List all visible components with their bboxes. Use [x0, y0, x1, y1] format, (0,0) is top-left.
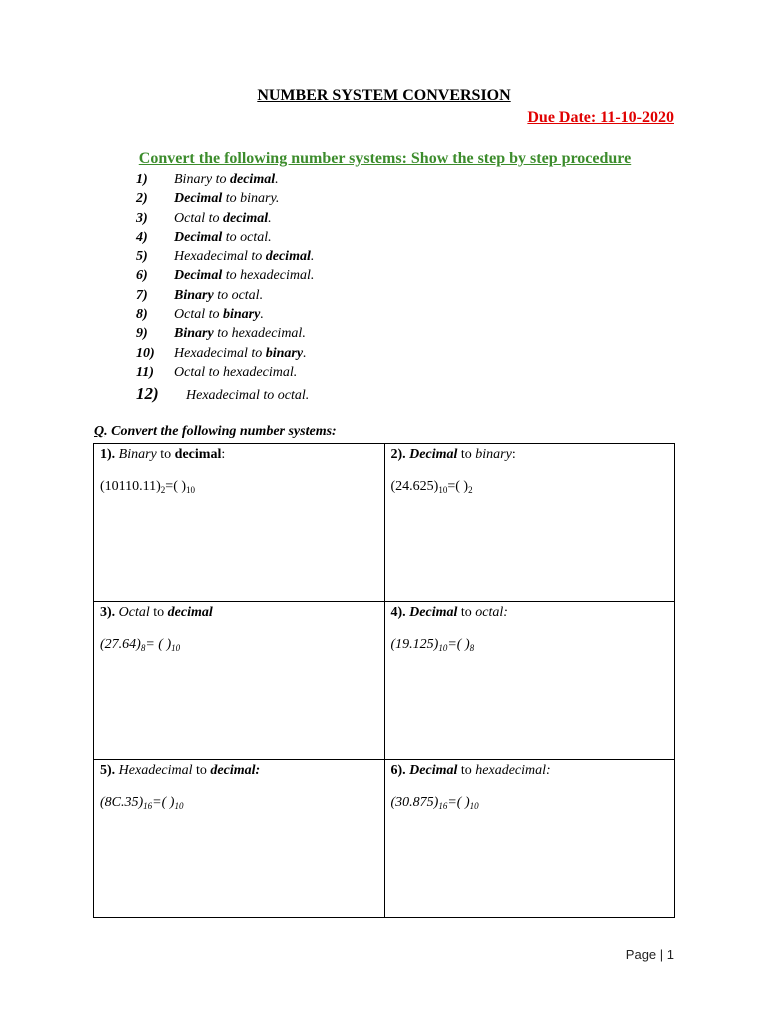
conversion-expression: $(24.625)_{10}=$( )$_2$ — [390, 479, 473, 495]
question-cell-5[interactable]: 5). Hexadecimal to decimal: $(8C.35)_{16}=$( )$_{10}$ — [94, 760, 385, 918]
cell-from: Decimal — [409, 447, 458, 462]
document-title: NUMBER SYSTEM CONVERSION — [257, 87, 511, 104]
task-bold: Binary — [174, 287, 214, 303]
question-heading — [94, 424, 337, 440]
cell-from: Hexadecimal — [118, 763, 193, 778]
task-text-end: . — [268, 210, 272, 226]
cell-target: decimal: — [210, 763, 261, 778]
list-item — [136, 384, 314, 405]
cell-target: decimal — [167, 605, 213, 620]
task-text-end: to hexadecimal. — [222, 268, 315, 284]
task-text: Octal to hexadecimal. — [174, 364, 298, 380]
list-item — [136, 363, 314, 382]
conversion-task-list — [136, 170, 314, 406]
cell-to-word: to — [457, 605, 476, 620]
task-number: 2) — [136, 191, 148, 207]
task-text: Octal to — [174, 210, 223, 226]
cell-to-word: to — [457, 447, 476, 462]
page-number: Page | 1 — [625, 947, 674, 962]
task-number: 12) — [136, 384, 159, 404]
question-cell-3[interactable]: 3). Octal to decimal $(27.64)_8=$ ( )$_{10}$ — [94, 602, 385, 760]
task-text-end: . — [303, 345, 307, 361]
task-text-end: . — [310, 249, 315, 265]
cell-from: Octal — [118, 605, 150, 620]
task-bold: Decimal — [174, 229, 223, 245]
task-text: Hexadecimal to — [174, 249, 266, 265]
task-number: 5) — [136, 249, 148, 265]
task-text: Hexadecimal to — [174, 345, 266, 361]
cell-to-word: to — [156, 447, 175, 462]
task-bold: Binary — [174, 326, 214, 342]
cell-colon: : — [221, 447, 226, 462]
task-bold: Decimal — [174, 268, 223, 284]
cell-to-word: to — [192, 763, 211, 778]
cell-target: decimal — [174, 447, 222, 462]
cell-target: octal: — [475, 605, 508, 620]
task-number: 7) — [136, 287, 148, 303]
task-number: 4) — [136, 229, 148, 245]
list-item — [136, 228, 314, 247]
list-item — [136, 324, 314, 343]
cell-number: 1) — [100, 447, 112, 462]
task-number: 11) — [136, 364, 154, 380]
task-number: 1) — [136, 172, 148, 187]
question-cell-1[interactable]: 1). Binary to decimal: $(10110.11)_2=$( )$_{10}$ — [94, 444, 385, 602]
question-cell-2[interactable]: 2). Decimal to binary: $(24.625)_{10}=$( )$_2$ — [384, 444, 675, 602]
due-date: Due Date: 11-10-2020 — [527, 109, 674, 126]
task-text-end: . — [260, 307, 264, 323]
task-bold: Decimal — [174, 191, 223, 207]
task-number: 3) — [136, 210, 148, 226]
list-item — [136, 189, 314, 208]
task-bold: decimal — [265, 249, 311, 265]
table-row — [94, 444, 675, 602]
conversion-expression: $(19.125)_{10}=$( )$_8$ — [390, 637, 475, 653]
task-text-end: to hexadecimal. — [213, 326, 306, 342]
task-number: 10) — [136, 345, 155, 361]
task-text-end: to octal. — [213, 287, 264, 303]
cell-target: binary — [475, 447, 512, 462]
cell-from: Decimal — [409, 605, 458, 620]
cell-target: hexadecimal: — [475, 763, 551, 778]
conversion-expression: $(27.64)_8=$ ( )$_{10}$ — [100, 637, 181, 653]
task-number: 8) — [136, 307, 148, 323]
list-item — [136, 209, 314, 228]
list-item — [136, 247, 314, 266]
task-text: Hexadecimal to octal. — [186, 388, 310, 404]
conversion-table — [93, 443, 675, 918]
cell-number: 2) — [390, 447, 403, 462]
conversion-expression: $(8C.35)_{16}=$( )$_{10}$ — [100, 795, 184, 811]
list-item — [136, 170, 314, 189]
list-item — [136, 344, 314, 363]
conversion-expression: $(10110.11)_2=$( )$_{10}$ — [100, 479, 196, 495]
list-item — [136, 266, 314, 285]
cell-from: Binary — [118, 447, 157, 462]
question-cell-4[interactable]: 4). Decimal to octal: $(19.125)_{10}=$( )$_8$ — [384, 602, 675, 760]
question-text: . Convert the following number systems: — [104, 424, 337, 439]
conversion-expression: $(30.875)_{16}=$( )$_{10}$ — [390, 795, 479, 811]
cell-from: Decimal — [409, 763, 458, 778]
task-text: Binary to — [174, 172, 230, 187]
task-bold: decimal — [223, 210, 269, 226]
task-text-end: to binary. — [222, 191, 280, 207]
instruction-heading: Convert the following number systems: Show the step by step procedure — [138, 150, 632, 167]
cell-number: 5) — [100, 763, 112, 778]
task-text-end: to octal. — [222, 229, 272, 245]
cell-number: 6) — [390, 763, 403, 778]
task-bold: decimal — [230, 172, 276, 187]
question-prefix: Q — [94, 424, 105, 439]
cell-to-word: to — [149, 605, 168, 620]
cell-colon: : — [511, 447, 516, 462]
task-text: Octal to — [174, 307, 223, 323]
task-number: 6) — [136, 268, 148, 284]
list-item — [136, 305, 314, 324]
task-bold: binary — [265, 345, 304, 361]
task-number: 9) — [136, 326, 148, 342]
cell-to-word: to — [457, 763, 476, 778]
task-bold: binary — [223, 307, 261, 323]
question-cell-6[interactable]: 6). Decimal to hexadecimal: $(30.875)_{16}=$( )$_{10}$ — [384, 760, 675, 918]
cell-number: 4) — [390, 605, 403, 620]
table-row — [94, 602, 675, 760]
list-item — [136, 286, 314, 305]
table-row — [94, 760, 675, 918]
task-text-end: . — [275, 172, 279, 187]
cell-number: 3) — [100, 605, 112, 620]
